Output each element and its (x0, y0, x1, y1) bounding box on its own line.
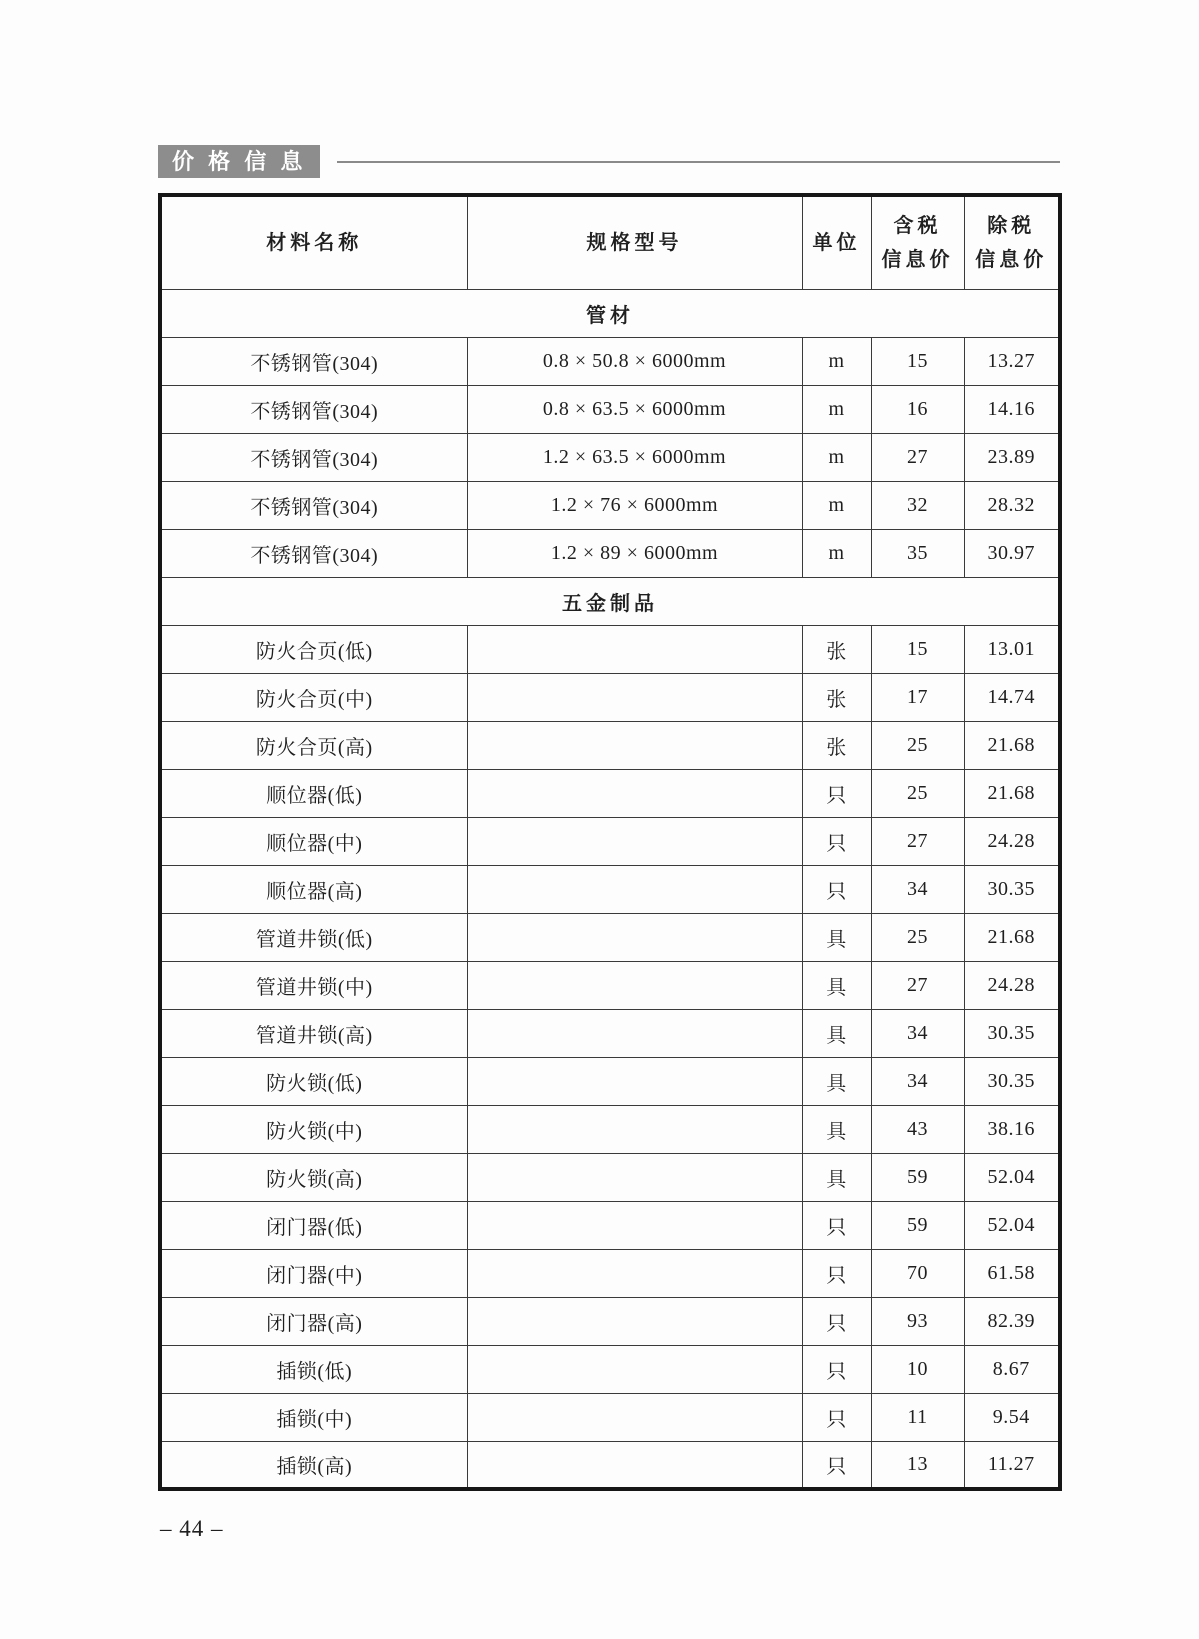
spec-cell (467, 769, 802, 817)
spec-cell (467, 1249, 802, 1297)
table-row (160, 529, 1060, 577)
price-incl-tax-cell: 59 (871, 1153, 964, 1201)
material-name-cell: 防火合页(高) (160, 721, 467, 769)
col-header-unit-label: 单位 (812, 231, 861, 254)
material-name-cell: 管道井锁(中) (160, 961, 467, 1009)
unit-cell: 只 (802, 769, 871, 817)
price-incl-tax-cell: 27 (871, 433, 964, 481)
col-header-price-excl-tax (964, 195, 1060, 289)
price-excl-tax-cell: 8.67 (964, 1345, 1060, 1393)
price-excl-tax-cell: 14.16 (964, 385, 1060, 433)
section-title: 管材 (160, 289, 1060, 337)
table-row (160, 625, 1060, 673)
spec-cell (467, 1441, 802, 1489)
unit-cell: 具 (802, 1009, 871, 1057)
table-row (160, 673, 1060, 721)
table-row (160, 337, 1060, 385)
table-row (160, 1153, 1060, 1201)
material-name-cell: 插锁(高) (160, 1441, 467, 1489)
material-name-cell: 防火合页(低) (160, 625, 467, 673)
unit-cell: 具 (802, 1105, 871, 1153)
spec-cell (467, 1057, 802, 1105)
price-incl-tax-cell: 25 (871, 913, 964, 961)
table-row (160, 913, 1060, 961)
material-name-cell: 闭门器(低) (160, 1201, 467, 1249)
col-header-spec (467, 195, 802, 289)
title-rule (337, 161, 1060, 163)
price-excl-tax-cell: 30.35 (964, 1057, 1060, 1105)
material-name-cell: 不锈钢管(304) (160, 337, 467, 385)
price-excl-tax-cell: 21.68 (964, 721, 1060, 769)
col-header-unit (802, 195, 871, 289)
spec-cell (467, 961, 802, 1009)
spec-cell (467, 1105, 802, 1153)
price-incl-tax-cell: 10 (871, 1345, 964, 1393)
spec-cell (467, 1393, 802, 1441)
spec-cell: 1.2 × 89 × 6000mm (467, 529, 802, 577)
unit-cell: 只 (802, 1297, 871, 1345)
price-excl-tax-cell: 24.28 (964, 961, 1060, 1009)
price-table (158, 193, 1062, 1491)
table-row (160, 817, 1060, 865)
table-row (160, 385, 1060, 433)
unit-cell: 具 (802, 961, 871, 1009)
unit-cell: m (802, 385, 871, 433)
unit-cell: 只 (802, 1345, 871, 1393)
price-incl-tax-cell: 13 (871, 1441, 964, 1489)
material-name-cell: 插锁(低) (160, 1345, 467, 1393)
price-incl-tax-cell: 16 (871, 385, 964, 433)
unit-cell: m (802, 337, 871, 385)
price-incl-tax-cell: 34 (871, 1009, 964, 1057)
unit-cell: m (802, 433, 871, 481)
price-excl-tax-cell: 61.58 (964, 1249, 1060, 1297)
price-excl-tax-cell: 13.27 (964, 337, 1060, 385)
price-excl-tax-cell: 23.89 (964, 433, 1060, 481)
price-incl-tax-cell: 15 (871, 337, 964, 385)
material-name-cell: 防火锁(低) (160, 1057, 467, 1105)
page-header (158, 145, 1060, 178)
price-incl-tax-cell: 25 (871, 721, 964, 769)
material-name-cell: 插锁(中) (160, 1393, 467, 1441)
col-header-price-incl-tax-line1: 含税 (893, 214, 942, 237)
table-row (160, 1297, 1060, 1345)
price-table-header (160, 195, 1060, 289)
section-header-row (160, 289, 1060, 337)
spec-cell: 0.8 × 50.8 × 6000mm (467, 337, 802, 385)
col-header-price-excl-tax-line2: 信息价 (975, 248, 1048, 271)
table-row (160, 769, 1060, 817)
page-number: – 44 – (160, 1516, 224, 1541)
price-excl-tax-cell: 30.35 (964, 1009, 1060, 1057)
table-row (160, 961, 1060, 1009)
unit-cell: 只 (802, 865, 871, 913)
table-row (160, 433, 1060, 481)
price-excl-tax-cell: 11.27 (964, 1441, 1060, 1489)
table-row (160, 1441, 1060, 1489)
spec-cell (467, 817, 802, 865)
material-name-cell: 不锈钢管(304) (160, 433, 467, 481)
spec-cell (467, 865, 802, 913)
unit-cell: 只 (802, 817, 871, 865)
section-title: 五金制品 (160, 577, 1060, 625)
material-name-cell: 管道井锁(高) (160, 1009, 467, 1057)
price-excl-tax-cell: 24.28 (964, 817, 1060, 865)
table-row (160, 1105, 1060, 1153)
spec-cell (467, 673, 802, 721)
spec-cell: 1.2 × 76 × 6000mm (467, 481, 802, 529)
price-excl-tax-cell: 52.04 (964, 1153, 1060, 1201)
col-header-price-incl-tax-line2: 信息价 (881, 248, 954, 271)
price-incl-tax-cell: 17 (871, 673, 964, 721)
page-title: 价 格 信 息 (158, 145, 320, 178)
header-row (160, 195, 1060, 289)
unit-cell: 只 (802, 1393, 871, 1441)
unit-cell: 张 (802, 673, 871, 721)
price-incl-tax-cell: 27 (871, 961, 964, 1009)
price-excl-tax-cell: 21.68 (964, 769, 1060, 817)
material-name-cell: 顺位器(高) (160, 865, 467, 913)
table-row (160, 1201, 1060, 1249)
material-name-cell: 闭门器(中) (160, 1249, 467, 1297)
unit-cell: 张 (802, 721, 871, 769)
spec-cell: 0.8 × 63.5 × 6000mm (467, 385, 802, 433)
price-excl-tax-cell: 13.01 (964, 625, 1060, 673)
material-name-cell: 顺位器(中) (160, 817, 467, 865)
price-excl-tax-cell: 30.97 (964, 529, 1060, 577)
unit-cell: 具 (802, 913, 871, 961)
price-incl-tax-cell: 35 (871, 529, 964, 577)
col-header-material-label: 材料名称 (266, 231, 363, 254)
table-row (160, 1345, 1060, 1393)
price-incl-tax-cell: 34 (871, 1057, 964, 1105)
col-header-spec-label: 规格型号 (586, 231, 683, 254)
price-excl-tax-cell: 14.74 (964, 673, 1060, 721)
price-excl-tax-cell: 21.68 (964, 913, 1060, 961)
spec-cell (467, 1153, 802, 1201)
price-excl-tax-cell: 52.04 (964, 1201, 1060, 1249)
price-incl-tax-cell: 27 (871, 817, 964, 865)
unit-cell: m (802, 529, 871, 577)
material-name-cell: 防火锁(高) (160, 1153, 467, 1201)
price-incl-tax-cell: 15 (871, 625, 964, 673)
table-row (160, 1249, 1060, 1297)
price-excl-tax-cell: 82.39 (964, 1297, 1060, 1345)
price-incl-tax-cell: 34 (871, 865, 964, 913)
material-name-cell: 不锈钢管(304) (160, 481, 467, 529)
unit-cell: 只 (802, 1249, 871, 1297)
section-header-row (160, 577, 1060, 625)
unit-cell: 只 (802, 1201, 871, 1249)
unit-cell: 具 (802, 1057, 871, 1105)
table-row (160, 1057, 1060, 1105)
material-name-cell: 防火合页(中) (160, 673, 467, 721)
unit-cell: 具 (802, 1153, 871, 1201)
spec-cell (467, 1345, 802, 1393)
table-row (160, 1393, 1060, 1441)
price-table-body (160, 289, 1060, 1489)
material-name-cell: 防火锁(中) (160, 1105, 467, 1153)
price-excl-tax-cell: 9.54 (964, 1393, 1060, 1441)
price-incl-tax-cell: 43 (871, 1105, 964, 1153)
price-excl-tax-cell: 28.32 (964, 481, 1060, 529)
material-name-cell: 闭门器(高) (160, 1297, 467, 1345)
material-name-cell: 管道井锁(低) (160, 913, 467, 961)
table-row (160, 865, 1060, 913)
price-excl-tax-cell: 38.16 (964, 1105, 1060, 1153)
unit-cell: 张 (802, 625, 871, 673)
spec-cell (467, 1297, 802, 1345)
price-incl-tax-cell: 25 (871, 769, 964, 817)
spec-cell (467, 1201, 802, 1249)
price-incl-tax-cell: 70 (871, 1249, 964, 1297)
spec-cell (467, 913, 802, 961)
unit-cell: 只 (802, 1441, 871, 1489)
spec-cell (467, 1009, 802, 1057)
price-excl-tax-cell: 30.35 (964, 865, 1060, 913)
price-incl-tax-cell: 59 (871, 1201, 964, 1249)
price-incl-tax-cell: 32 (871, 481, 964, 529)
spec-cell (467, 625, 802, 673)
material-name-cell: 顺位器(低) (160, 769, 467, 817)
price-incl-tax-cell: 93 (871, 1297, 964, 1345)
table-row (160, 481, 1060, 529)
table-row (160, 1009, 1060, 1057)
price-incl-tax-cell: 11 (871, 1393, 964, 1441)
spec-cell (467, 721, 802, 769)
col-header-material (160, 195, 467, 289)
material-name-cell: 不锈钢管(304) (160, 385, 467, 433)
col-header-price-incl-tax (871, 195, 964, 289)
table-row (160, 721, 1060, 769)
col-header-price-excl-tax-line1: 除税 (987, 214, 1036, 237)
unit-cell: m (802, 481, 871, 529)
material-name-cell: 不锈钢管(304) (160, 529, 467, 577)
spec-cell: 1.2 × 63.5 × 6000mm (467, 433, 802, 481)
